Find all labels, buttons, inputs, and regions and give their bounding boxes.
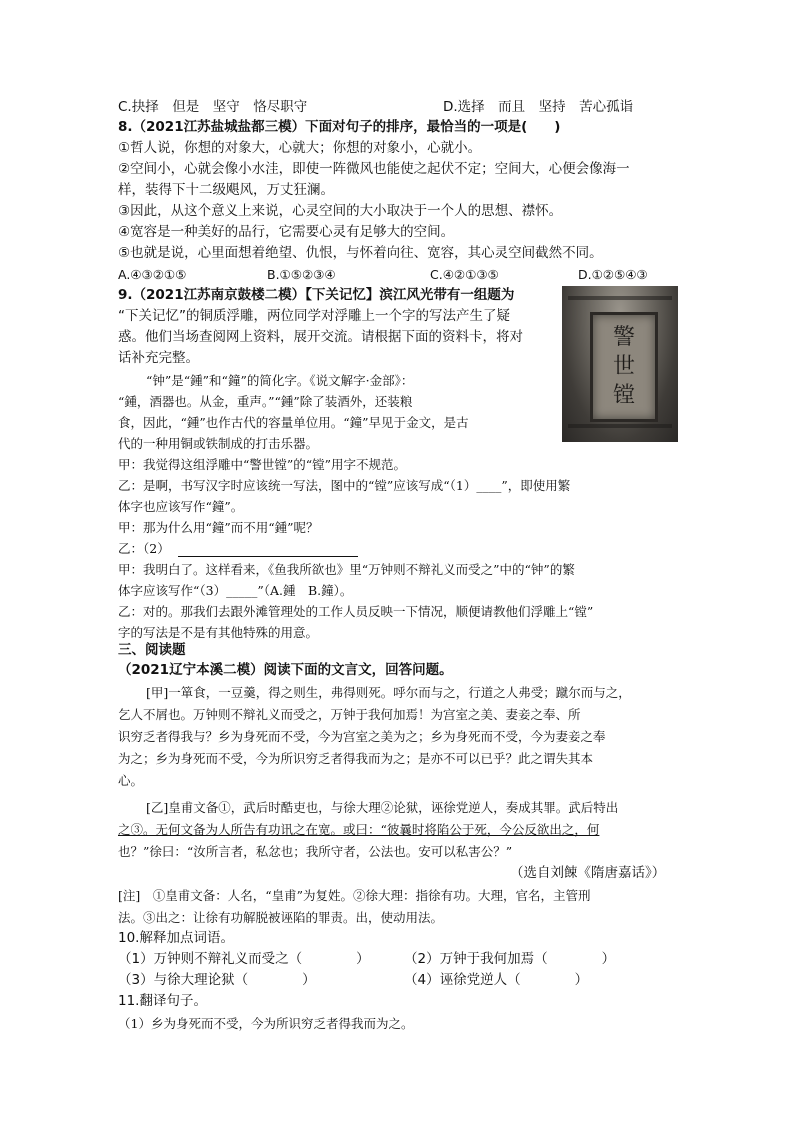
q8-sentence-1: ①哲人说，你想的对象大，心就大；你想的对象小，心就小。 bbox=[118, 140, 482, 156]
q9-stem-line1: 9.（2021江苏南京鼓楼二模）【下关记忆】滨江风光带有一组题为 bbox=[118, 287, 515, 303]
q8-option-b: B.①⑤②③④ bbox=[267, 267, 336, 282]
q8-sentence-5: ⑤也就是说，心里面想着绝望、仇恨，与怀着向往、宽容，其心灵空间截然不同。 bbox=[118, 245, 603, 261]
q8-sentence-2a: ②空间小，心就会像小水洼，即使一阵微风也能使之起伏不定；空间大，心便会像海一 bbox=[118, 161, 630, 177]
q9-dialog-2b: 体字也应该写作“鐘”。 bbox=[118, 499, 244, 514]
inscription-char-1: 警 bbox=[612, 325, 635, 350]
q9-dialog-5b: 体字应该写作“（3）_____”（A.鍾 B.鐘）。 bbox=[118, 583, 353, 598]
q8-sentence-4: ④宽容是一种美好的品行，它需要心灵有足够大的空间。 bbox=[118, 224, 455, 240]
bell-inscription-plate bbox=[590, 312, 658, 422]
q10-item-4: （4）诬徐党逆人（ ） bbox=[404, 972, 589, 988]
passage-jia-line5: 心。 bbox=[118, 773, 144, 788]
q9-dialog-5a: 甲：我明白了。这样看来，《鱼我所欲也》里“万钟则不辩礼义而受之”中的“钟”的繁 bbox=[118, 562, 575, 577]
passage-jia-line3: 识穷乏者得我与？乡为身死而不受，今为宫室之美为之；乡为身死而不受，今为妻妾之奉 bbox=[118, 729, 606, 744]
q7-option-c: C.抉择 但是 坚守 恪尽职守 bbox=[118, 99, 308, 115]
q11-item-1: （1）乡为身死而不受，今为所识穷乏者得我而为之。 bbox=[118, 1016, 414, 1031]
passage-yi-line2: 之③。无何文备为人所告有功讯之在宽。或曰：“彼曩时将陷公于死，今公反欲出之，何 bbox=[118, 822, 600, 837]
inscription-char-2: 世 bbox=[612, 354, 635, 379]
q9-card-line3: 食，因此，“鍾”也作古代的容量单位用。“鐘”早见于金文，是古 bbox=[118, 415, 469, 430]
q9-answer-blank[interactable] bbox=[178, 542, 358, 557]
q9-stem-line3: 惑。他们当场查阅网上资料，展开交流。请根据下面的资料卡，将对 bbox=[118, 329, 523, 345]
q9-card-line1: “钟”是“鍾”和“鐘”的简化字。《说文解字·金部》： bbox=[146, 373, 414, 388]
notes-line1: [注] ①皇甫文备：人名，“皇甫”为复姓。②徐大理：指徐有功。大理，官名，主管刑 bbox=[118, 888, 591, 903]
q9-dialog-6b: 字的写法是不是有其他特殊的用意。 bbox=[118, 625, 319, 640]
bell-relief-image bbox=[562, 286, 678, 442]
q10-title: 10.解释加点词语。 bbox=[118, 930, 234, 946]
q10-item-1: （1）万钟则不辩礼义而受之（ ） bbox=[118, 951, 370, 967]
section-title: 三、阅读题 bbox=[118, 642, 186, 658]
passage-jia-line1: [甲]一箪食，一豆羹，得之则生，弗得则死。呼尔而与之，行道之人弗受；蹴尔而与之， bbox=[146, 685, 631, 700]
q9-dialog-2a: 乙：是啊，书写汉字时应该统一写法，图中的“镗”应该写成“（1）____”，即使用繁 bbox=[118, 478, 571, 493]
passage-yi-line3: 也？”徐曰：“汝所言者，私忿也；我所守者，公法也。安可以私害公？” bbox=[118, 844, 513, 859]
passage-yi-line1: [乙]皇甫文备①，武后时酷吏也，与徐大理②论狱，诬徐党逆人，奏成其罪。武后特出 bbox=[146, 800, 619, 815]
passage-source: （选自刘餗《隋唐嘉话》） bbox=[510, 865, 666, 881]
q9-stem-line2: “下关记忆”的铜质浮雕，两位同学对浮雕上一个字的写法产生了疑 bbox=[118, 308, 510, 324]
passage-jia-line2: 乞人不屑也。万钟则不辩礼义而受之，万钟于我何加焉！为宫室之美、妻妾之奉、所 bbox=[118, 707, 581, 722]
q8-option-a: A.④③②①⑤ bbox=[118, 267, 187, 282]
q9-dialog-6a: 乙：对的。那我们去跟外滩管理处的工作人员反映一下情况，顺便请教他们浮雕上“镗” bbox=[118, 604, 594, 619]
q8-option-c: C.④②①③⑤ bbox=[430, 267, 499, 282]
q8-sentence-3: ③因此，从这个意义上来说，心灵空间的大小取决于一个人的思想、襟怀。 bbox=[118, 203, 563, 219]
q9-dialog-3: 甲：那为什么用“鐘”而不用“鍾”呢？ bbox=[118, 520, 319, 535]
q8-option-d: D.①②⑤④③ bbox=[578, 267, 648, 282]
q11-title: 11.翻译句子。 bbox=[118, 993, 207, 1009]
q7-option-d: D.选择 而且 坚持 苦心孤诣 bbox=[443, 99, 634, 115]
q8-sentence-2b: 样，装得下十二级飓风，万丈狂澜。 bbox=[118, 182, 334, 198]
inscription-char-3: 镗 bbox=[612, 383, 635, 408]
q10-item-2: （2）万钟于我何加焉（ ） bbox=[404, 951, 616, 967]
q9-card-line4: 代的一种用铜或铁制成的打击乐器。 bbox=[118, 436, 319, 451]
q9-dialog-4-prefix: 乙：（2） bbox=[118, 541, 170, 556]
q10-item-3: （3）与徐大理论狱（ ） bbox=[118, 972, 316, 988]
notes-line2: 法。③出之：让徐有功解脱被诬陷的罪责。出，使动用法。 bbox=[118, 910, 444, 925]
q9-card-line2: “鍾，酒器也。从金，重声。”“鍾”除了装酒外，还装粮 bbox=[118, 394, 413, 409]
reading-intro: （2021辽宁本溪二模）阅读下面的文言文，回答问题。 bbox=[118, 662, 453, 678]
q8-stem: 8.（2021江苏盐城盐都三模）下面对句子的排序，最恰当的一项是( ) bbox=[118, 119, 561, 135]
passage-jia-line4: 为之；乡为身死而不受，今为所识穷乏者得我而为之；是亦不可以已乎？此之谓失其本 bbox=[118, 751, 594, 766]
q9-dialog-1: 甲：我觉得这组浮雕中“警世镗”的“镗”用字不规范。 bbox=[118, 457, 407, 472]
q9-stem-line4: 话补充完整。 bbox=[118, 350, 199, 366]
q9-dialog-4 bbox=[118, 539, 358, 558]
